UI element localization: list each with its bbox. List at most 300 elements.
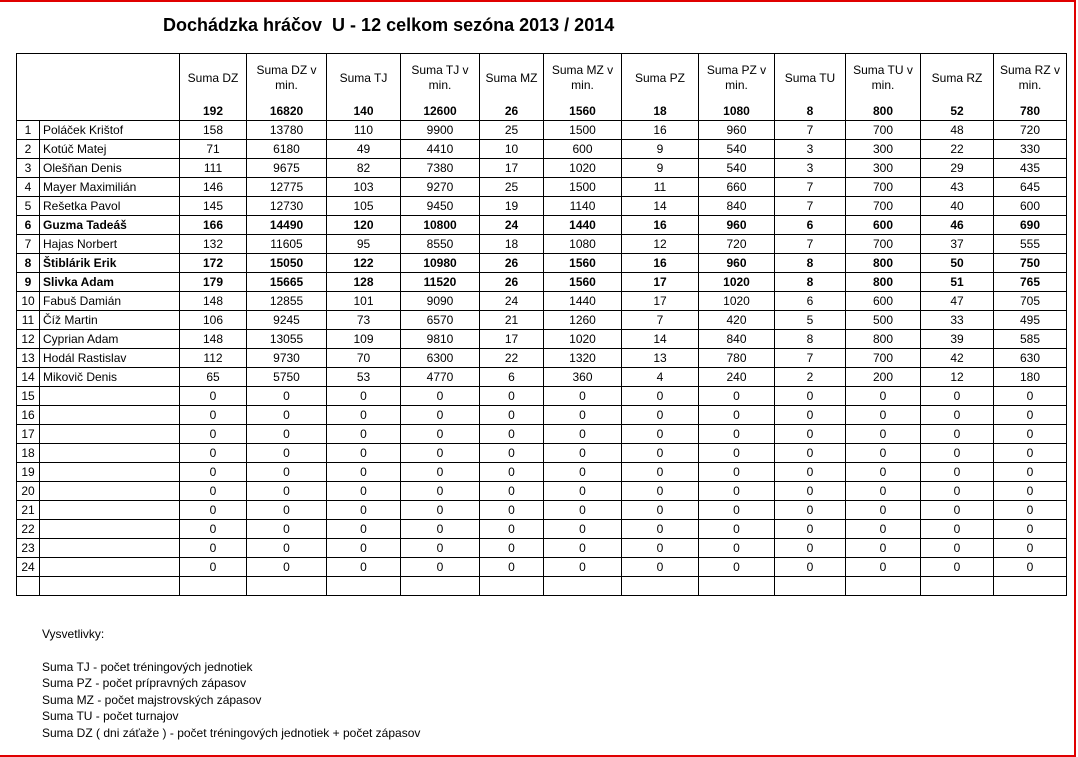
table-cell: 0 — [180, 463, 247, 482]
table-cell: 0 — [699, 539, 775, 558]
table-cell: 0 — [921, 406, 994, 425]
table-cell: 120 — [327, 216, 401, 235]
table-cell: 0 — [180, 444, 247, 463]
table-cell: 0 — [327, 444, 401, 463]
table-cell: 39 — [921, 330, 994, 349]
row-number: 17 — [17, 425, 40, 444]
table-cell: 101 — [327, 292, 401, 311]
table-cell: 0 — [994, 444, 1067, 463]
table-cell: 0 — [544, 463, 622, 482]
table-cell: 46 — [921, 216, 994, 235]
table-cell: 9675 — [247, 159, 327, 178]
table-cell: 0 — [327, 406, 401, 425]
table-cell: 720 — [994, 121, 1067, 140]
table-cell: 9 — [622, 159, 699, 178]
table-cell: 47 — [921, 292, 994, 311]
table-cell: 7 — [775, 121, 846, 140]
table-cell: 51 — [921, 273, 994, 292]
page-title: Dochádzka hráčov U - 12 celkom sezóna 2013 / 2014 — [163, 15, 615, 35]
table-cell: 10800 — [401, 216, 480, 235]
table-row — [17, 463, 1067, 482]
row-number: 5 — [17, 197, 40, 216]
total-value: 192 — [180, 102, 247, 121]
table-cell: 65 — [180, 368, 247, 387]
table-cell: 0 — [921, 558, 994, 577]
table-cell: 630 — [994, 349, 1067, 368]
table-cell: 1320 — [544, 349, 622, 368]
table-cell: 25 — [480, 121, 544, 140]
legend-line: Suma TJ - počet tréningových jednotiek — [42, 659, 253, 674]
empty-cell — [40, 577, 180, 596]
table-cell: 1020 — [699, 273, 775, 292]
legend-line: Suma TU - počet turnajov — [42, 709, 179, 723]
table-cell: 71 — [180, 140, 247, 159]
table-cell: 7 — [775, 197, 846, 216]
table-cell: 0 — [622, 406, 699, 425]
player-name: Guzma Tadeáš — [40, 216, 180, 235]
player-name: Kotúč Matej — [40, 140, 180, 159]
table-cell: 0 — [699, 482, 775, 501]
table-cell: 9810 — [401, 330, 480, 349]
table-cell: 0 — [775, 520, 846, 539]
table-cell: 0 — [994, 558, 1067, 577]
table-cell: 37 — [921, 235, 994, 254]
table-row — [17, 273, 1067, 292]
table-cell: 0 — [180, 501, 247, 520]
row-number: 3 — [17, 159, 40, 178]
table-cell: 29 — [921, 159, 994, 178]
column-header: Suma RZ — [921, 54, 994, 103]
table-cell: 25 — [480, 178, 544, 197]
table-cell: 0 — [401, 425, 480, 444]
table-cell: 0 — [180, 482, 247, 501]
row-number: 24 — [17, 558, 40, 577]
table-cell: 0 — [247, 406, 327, 425]
table-cell: 6 — [775, 292, 846, 311]
table-cell: 95 — [327, 235, 401, 254]
table-cell: 0 — [544, 539, 622, 558]
table-row — [17, 406, 1067, 425]
table-cell: 9450 — [401, 197, 480, 216]
table-cell: 585 — [994, 330, 1067, 349]
empty-cell — [921, 577, 994, 596]
table-cell: 0 — [327, 501, 401, 520]
table-cell: 0 — [775, 444, 846, 463]
table-row — [17, 254, 1067, 273]
table-cell: 17 — [622, 292, 699, 311]
table-cell: 0 — [622, 425, 699, 444]
table-cell: 540 — [699, 140, 775, 159]
table-cell: 0 — [994, 425, 1067, 444]
table-cell: 0 — [247, 482, 327, 501]
total-value: 140 — [327, 102, 401, 121]
table-cell: 9090 — [401, 292, 480, 311]
table-row — [17, 311, 1067, 330]
table-cell: 0 — [247, 558, 327, 577]
table-cell: 0 — [480, 463, 544, 482]
total-value: 52 — [921, 102, 994, 121]
table-cell: 1500 — [544, 178, 622, 197]
table-cell: 0 — [699, 520, 775, 539]
table-cell: 112 — [180, 349, 247, 368]
row-number: 7 — [17, 235, 40, 254]
table-row — [17, 330, 1067, 349]
table-cell: 0 — [480, 406, 544, 425]
empty-cell — [17, 577, 40, 596]
table-cell: 0 — [401, 482, 480, 501]
table-cell: 0 — [994, 387, 1067, 406]
table-row — [17, 197, 1067, 216]
player-name: Hajas Norbert — [40, 235, 180, 254]
table-cell: 0 — [247, 387, 327, 406]
table-cell: 4 — [622, 368, 699, 387]
row-number: 2 — [17, 140, 40, 159]
table-cell: 6 — [775, 216, 846, 235]
table-cell: 1560 — [544, 254, 622, 273]
player-name — [40, 501, 180, 520]
table-cell: 6180 — [247, 140, 327, 159]
header-corner — [17, 54, 180, 103]
player-name — [40, 520, 180, 539]
table-cell: 0 — [480, 482, 544, 501]
totals-row — [17, 102, 1067, 121]
row-number: 1 — [17, 121, 40, 140]
row-number: 9 — [17, 273, 40, 292]
table-cell: 15050 — [247, 254, 327, 273]
table-cell: 0 — [699, 463, 775, 482]
table-cell: 600 — [994, 197, 1067, 216]
table-row — [17, 444, 1067, 463]
row-number: 21 — [17, 501, 40, 520]
table-cell: 4410 — [401, 140, 480, 159]
table-cell: 0 — [544, 558, 622, 577]
table-row — [17, 349, 1067, 368]
legend — [42, 626, 420, 741]
table-cell: 105 — [327, 197, 401, 216]
table-cell: 0 — [480, 444, 544, 463]
table-cell: 9730 — [247, 349, 327, 368]
table-cell: 0 — [846, 425, 921, 444]
table-cell: 26 — [480, 273, 544, 292]
table-cell: 0 — [247, 520, 327, 539]
table-cell: 9900 — [401, 121, 480, 140]
table-cell: 700 — [846, 349, 921, 368]
player-name — [40, 558, 180, 577]
column-header: Suma DZ — [180, 54, 247, 103]
table-cell: 0 — [994, 406, 1067, 425]
table-cell: 0 — [247, 501, 327, 520]
table-cell: 18 — [480, 235, 544, 254]
table-cell: 16 — [622, 121, 699, 140]
table-cell: 0 — [921, 444, 994, 463]
player-name — [40, 425, 180, 444]
table-cell: 600 — [846, 216, 921, 235]
column-header: Suma MZ — [480, 54, 544, 103]
empty-cell — [401, 577, 480, 596]
table-cell: 15665 — [247, 273, 327, 292]
row-number: 11 — [17, 311, 40, 330]
table-cell: 148 — [180, 330, 247, 349]
table-cell: 19 — [480, 197, 544, 216]
table-cell: 12730 — [247, 197, 327, 216]
table-cell: 0 — [180, 406, 247, 425]
table-cell: 6 — [480, 368, 544, 387]
table-cell: 0 — [622, 539, 699, 558]
table-cell: 73 — [327, 311, 401, 330]
table-cell: 0 — [327, 520, 401, 539]
table-cell: 0 — [401, 520, 480, 539]
player-name — [40, 444, 180, 463]
table-cell: 600 — [544, 140, 622, 159]
table-cell: 8 — [775, 254, 846, 273]
table-cell: 0 — [846, 444, 921, 463]
table-cell: 9 — [622, 140, 699, 159]
row-number: 14 — [17, 368, 40, 387]
table-cell: 0 — [622, 482, 699, 501]
table-cell: 49 — [327, 140, 401, 159]
total-value: 18 — [622, 102, 699, 121]
table-cell: 1020 — [544, 330, 622, 349]
table-cell: 435 — [994, 159, 1067, 178]
table-cell: 420 — [699, 311, 775, 330]
table-row — [17, 482, 1067, 501]
table-cell: 6570 — [401, 311, 480, 330]
legend-line: Suma PZ - počet prípravných zápasov — [42, 676, 247, 690]
table-cell: 960 — [699, 216, 775, 235]
table-cell: 0 — [921, 539, 994, 558]
total-value: 780 — [994, 102, 1067, 121]
table-cell: 7380 — [401, 159, 480, 178]
table-cell: 0 — [921, 520, 994, 539]
table-cell: 6300 — [401, 349, 480, 368]
table-cell: 53 — [327, 368, 401, 387]
table-cell: 106 — [180, 311, 247, 330]
totals-corner — [17, 102, 180, 121]
table-cell: 800 — [846, 273, 921, 292]
table-cell: 600 — [846, 292, 921, 311]
player-name: Mayer Maximilián — [40, 178, 180, 197]
table-cell: 0 — [544, 501, 622, 520]
table-cell: 14 — [622, 330, 699, 349]
table-cell: 0 — [180, 539, 247, 558]
table-cell: 48 — [921, 121, 994, 140]
table-cell: 22 — [921, 140, 994, 159]
table-cell: 3 — [775, 140, 846, 159]
table-row — [17, 178, 1067, 197]
column-header: Suma TJ v min. — [401, 54, 480, 103]
table-cell: 8 — [775, 330, 846, 349]
table-row — [17, 520, 1067, 539]
row-number: 4 — [17, 178, 40, 197]
table-cell: 0 — [846, 406, 921, 425]
table-cell: 0 — [544, 482, 622, 501]
column-header: Suma RZ v min. — [994, 54, 1067, 103]
row-number: 18 — [17, 444, 40, 463]
table-cell: 0 — [994, 482, 1067, 501]
player-name: Mikovič Denis — [40, 368, 180, 387]
row-number: 8 — [17, 254, 40, 273]
table-cell: 0 — [846, 558, 921, 577]
table-row — [17, 235, 1067, 254]
player-name: Olešňan Denis — [40, 159, 180, 178]
empty-cell — [775, 577, 846, 596]
header-row — [17, 54, 1067, 103]
table-cell: 700 — [846, 197, 921, 216]
row-number: 22 — [17, 520, 40, 539]
table-cell: 12775 — [247, 178, 327, 197]
table-cell: 16 — [622, 254, 699, 273]
table-cell: 0 — [401, 501, 480, 520]
table-cell: 1020 — [544, 159, 622, 178]
table-cell: 0 — [327, 539, 401, 558]
table-cell: 14490 — [247, 216, 327, 235]
table-cell: 700 — [846, 121, 921, 140]
table-cell: 240 — [699, 368, 775, 387]
player-name: Číž Martin — [40, 311, 180, 330]
table-cell: 103 — [327, 178, 401, 197]
table-cell: 1560 — [544, 273, 622, 292]
table-cell: 5 — [775, 311, 846, 330]
table-cell: 13 — [622, 349, 699, 368]
table-cell: 16 — [622, 216, 699, 235]
player-name: Cyprian Adam — [40, 330, 180, 349]
table-cell: 21 — [480, 311, 544, 330]
table-cell: 109 — [327, 330, 401, 349]
table-cell: 495 — [994, 311, 1067, 330]
total-value: 26 — [480, 102, 544, 121]
column-header: Suma PZ v min. — [699, 54, 775, 103]
table-row — [17, 387, 1067, 406]
total-value: 8 — [775, 102, 846, 121]
table-cell: 0 — [699, 558, 775, 577]
empty-cell — [480, 577, 544, 596]
player-name — [40, 406, 180, 425]
table-cell: 0 — [775, 539, 846, 558]
empty-cell — [622, 577, 699, 596]
table-cell: 800 — [846, 254, 921, 273]
table-cell: 42 — [921, 349, 994, 368]
table-cell: 0 — [401, 558, 480, 577]
column-header: Suma DZ v min. — [247, 54, 327, 103]
row-number: 13 — [17, 349, 40, 368]
empty-cell — [994, 577, 1067, 596]
legend-line: Suma MZ - počet majstrovských zápasov — [42, 692, 262, 707]
table-cell: 300 — [846, 159, 921, 178]
table-cell: 705 — [994, 292, 1067, 311]
table-cell: 0 — [775, 387, 846, 406]
table-cell: 0 — [846, 520, 921, 539]
table-cell: 1080 — [544, 235, 622, 254]
table-cell: 158 — [180, 121, 247, 140]
table-cell: 0 — [401, 406, 480, 425]
table-cell: 0 — [622, 501, 699, 520]
empty-cell — [327, 577, 401, 596]
table-cell: 0 — [544, 444, 622, 463]
table-cell: 0 — [544, 520, 622, 539]
total-value: 800 — [846, 102, 921, 121]
table-cell: 0 — [775, 558, 846, 577]
table-cell: 132 — [180, 235, 247, 254]
table-row — [17, 159, 1067, 178]
table-cell: 10980 — [401, 254, 480, 273]
row-number: 10 — [17, 292, 40, 311]
table-cell: 122 — [327, 254, 401, 273]
table-cell: 0 — [544, 406, 622, 425]
total-value: 16820 — [247, 102, 327, 121]
table-cell: 166 — [180, 216, 247, 235]
row-number: 6 — [17, 216, 40, 235]
player-name: Slivka Adam — [40, 273, 180, 292]
table-cell: 0 — [622, 520, 699, 539]
table-cell: 17 — [480, 159, 544, 178]
table-cell: 4770 — [401, 368, 480, 387]
table-row — [17, 140, 1067, 159]
column-header: Suma TU — [775, 54, 846, 103]
table-cell: 960 — [699, 121, 775, 140]
table-cell: 11 — [622, 178, 699, 197]
table-row — [17, 425, 1067, 444]
legend-heading: Vysvetlivky: — [42, 627, 105, 641]
table-cell: 0 — [622, 558, 699, 577]
attendance-table — [16, 53, 1067, 596]
table-cell: 0 — [480, 425, 544, 444]
table-cell: 540 — [699, 159, 775, 178]
empty-cell — [699, 577, 775, 596]
table-cell: 0 — [327, 425, 401, 444]
table-cell: 14 — [622, 197, 699, 216]
row-number: 20 — [17, 482, 40, 501]
table-cell: 13780 — [247, 121, 327, 140]
table-cell: 0 — [699, 425, 775, 444]
table-cell: 0 — [247, 425, 327, 444]
table-cell: 7 — [775, 349, 846, 368]
table-cell: 0 — [846, 482, 921, 501]
table-cell: 0 — [775, 501, 846, 520]
player-name — [40, 539, 180, 558]
table-cell: 7 — [775, 178, 846, 197]
table-cell: 0 — [247, 444, 327, 463]
table-cell: 0 — [401, 539, 480, 558]
table-row — [17, 501, 1067, 520]
table-cell: 7 — [775, 235, 846, 254]
table-cell: 0 — [180, 387, 247, 406]
total-value: 1560 — [544, 102, 622, 121]
table-cell: 0 — [921, 501, 994, 520]
table-cell: 0 — [622, 444, 699, 463]
table-cell: 500 — [846, 311, 921, 330]
table-cell: 0 — [994, 463, 1067, 482]
table-cell: 0 — [401, 463, 480, 482]
table-cell: 12 — [921, 368, 994, 387]
table-cell: 70 — [327, 349, 401, 368]
empty-cell — [846, 577, 921, 596]
total-value: 1080 — [699, 102, 775, 121]
table-cell: 5750 — [247, 368, 327, 387]
table-cell: 110 — [327, 121, 401, 140]
table-cell: 40 — [921, 197, 994, 216]
table-cell: 0 — [846, 501, 921, 520]
table-cell: 8550 — [401, 235, 480, 254]
table-cell: 180 — [994, 368, 1067, 387]
table-row — [17, 216, 1067, 235]
column-header: Suma TJ — [327, 54, 401, 103]
player-name: Štiblárik Erik — [40, 254, 180, 273]
table-row — [17, 292, 1067, 311]
total-value: 12600 — [401, 102, 480, 121]
player-name: Rešetka Pavol — [40, 197, 180, 216]
table-cell: 9270 — [401, 178, 480, 197]
row-number: 16 — [17, 406, 40, 425]
